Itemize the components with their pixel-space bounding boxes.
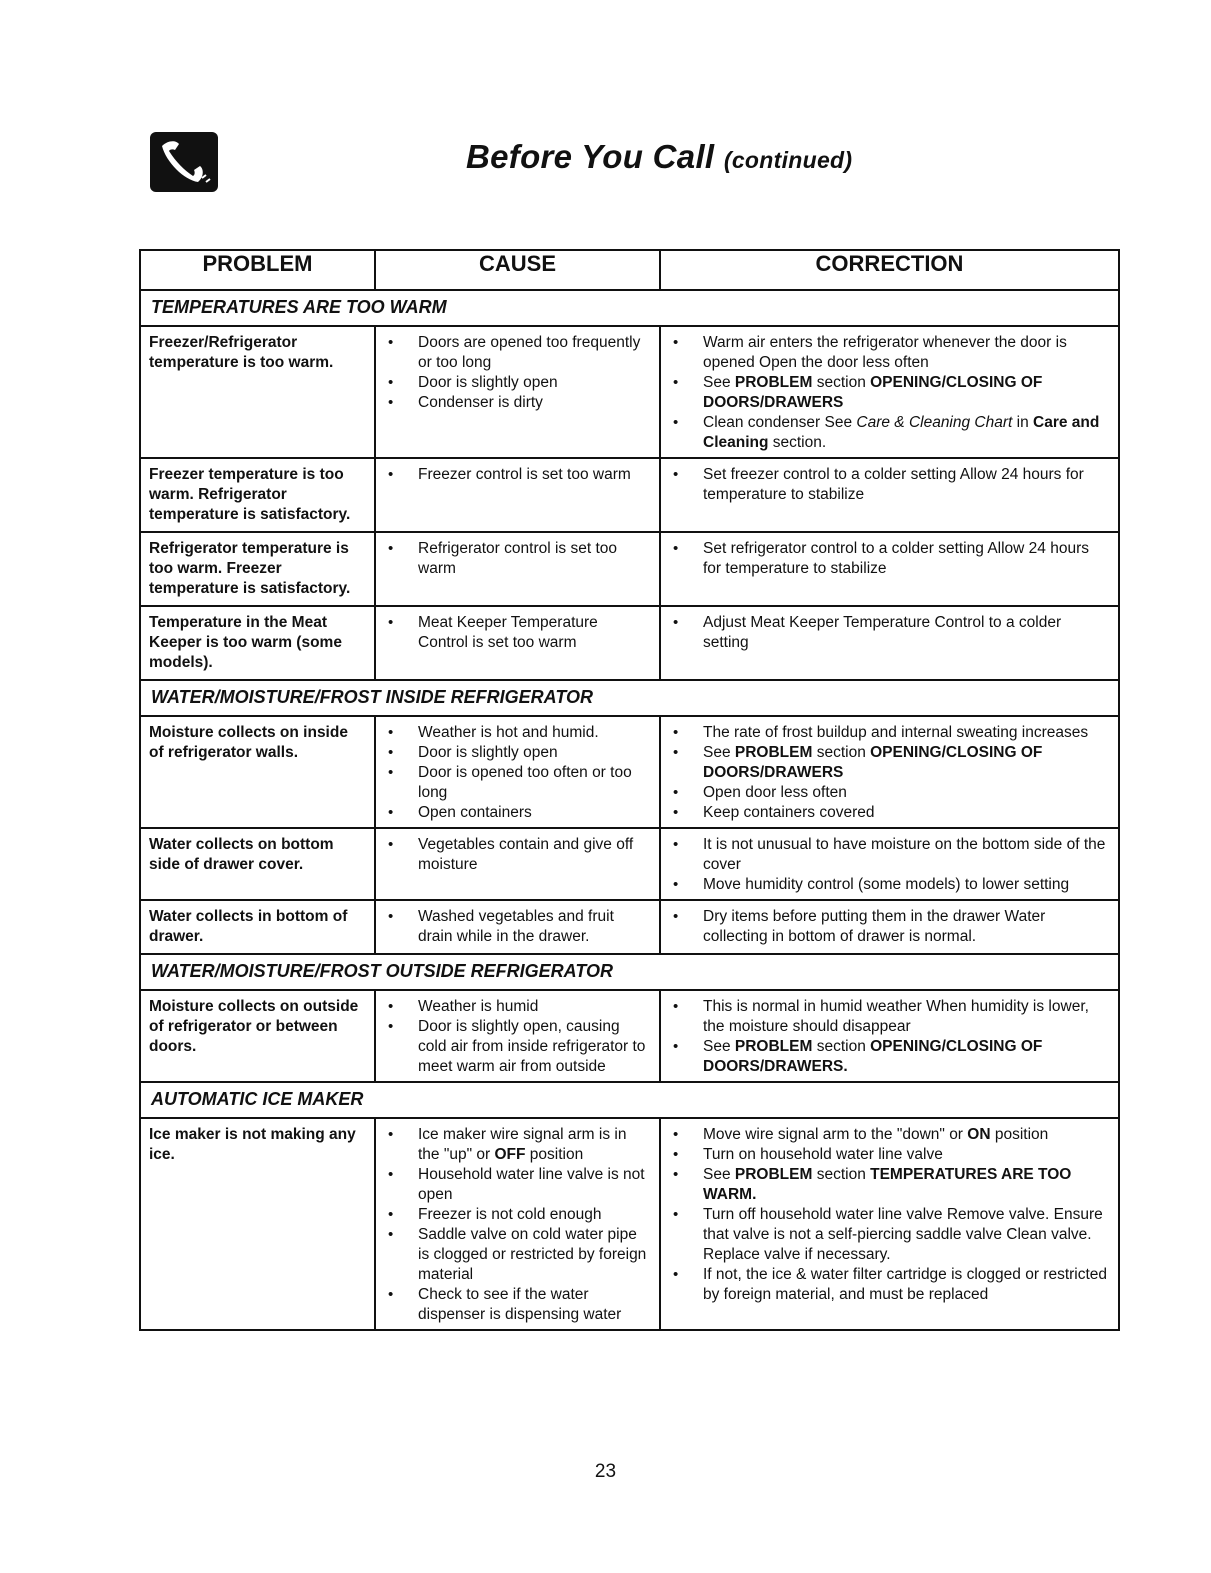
correction-list xyxy=(669,539,1110,579)
text-run: Dry items before putting them in the drawer Water collecting in bottom of drawer is normal. xyxy=(703,908,1046,945)
problem-cell: Freezer temperature is too warm. Refrigerator temperature is satisfactory. xyxy=(140,458,375,532)
bold-text-run: Care and Cleaning xyxy=(703,414,1100,451)
correction-cell xyxy=(660,716,1119,828)
page-title xyxy=(466,138,852,176)
correction-list xyxy=(669,465,1110,505)
text-run: Freezer control is set too warm xyxy=(418,466,631,483)
correction-item xyxy=(669,465,1110,505)
bold-text-run: PROBLEM xyxy=(734,1166,813,1183)
correction-item xyxy=(669,413,1110,453)
table-row xyxy=(140,326,1119,458)
table-row xyxy=(140,900,1119,954)
section-title: TEMPERATURES ARE TOO WARM xyxy=(140,290,1119,326)
column-header-problem: PROBLEM xyxy=(140,250,375,290)
cause-cell xyxy=(375,990,660,1082)
correction-cell xyxy=(660,326,1119,458)
text-run: in xyxy=(1012,414,1034,431)
text-run: Doors are opened too frequently or too long xyxy=(418,334,641,371)
section-title: WATER/MOISTURE/FROST OUTSIDE REFRIGERATOR xyxy=(140,954,1119,990)
cause-list xyxy=(384,539,651,579)
correction-item xyxy=(669,1165,1110,1205)
section-title: WATER/MOISTURE/FROST INSIDE REFRIGERATOR xyxy=(140,680,1119,716)
section-row xyxy=(140,680,1119,716)
correction-list xyxy=(669,333,1110,453)
text-run: Condenser is dirty xyxy=(418,394,543,411)
correction-list xyxy=(669,835,1110,895)
text-run: Set freezer control to a colder setting Allow 24 hours for temperature to stabilize xyxy=(703,466,1084,503)
cause-item xyxy=(384,373,651,393)
text-run: Keep containers covered xyxy=(703,804,875,821)
text-run: If not, the ice & water filter cartridge is clogged or restricted by foreign material, and must be replaced xyxy=(703,1266,1108,1303)
text-run: Household water line valve is not open xyxy=(418,1166,645,1203)
cause-list xyxy=(384,333,651,413)
text-run: Door is slightly open, causing cold air from inside refrigerator to meet warm air from outside xyxy=(418,1018,646,1075)
correction-item xyxy=(669,333,1110,373)
text-run: Door is opened too often or too long xyxy=(418,764,632,801)
text-run: Turn on household water line valve xyxy=(703,1146,943,1163)
text-run: position xyxy=(525,1146,584,1163)
cause-list xyxy=(384,907,651,947)
cause-cell xyxy=(375,606,660,680)
cause-item xyxy=(384,1165,651,1205)
table-row xyxy=(140,828,1119,900)
bold-text-run: OPENING/CLOSING OF DOORS/DRAWERS. xyxy=(703,1038,1043,1075)
correction-list xyxy=(669,907,1110,947)
correction-item xyxy=(669,539,1110,579)
cause-item xyxy=(384,613,651,653)
text-run: See xyxy=(703,1166,735,1183)
bold-text-run: OFF xyxy=(494,1146,526,1163)
bold-text-run: OPENING/CLOSING OF DOORS/DRAWERS xyxy=(703,374,1043,411)
cause-item xyxy=(384,333,651,373)
section-row xyxy=(140,290,1119,326)
correction-item xyxy=(669,1265,1110,1305)
text-run: Ice maker wire signal arm is in the "up" or xyxy=(418,1126,627,1163)
correction-item xyxy=(669,875,1110,895)
correction-list xyxy=(669,723,1110,823)
correction-list xyxy=(669,1125,1110,1305)
correction-cell xyxy=(660,828,1119,900)
correction-cell xyxy=(660,900,1119,954)
troubleshooting-table xyxy=(139,249,1120,1331)
text-run: Saddle valve on cold water pipe is clogged or restricted by foreign material xyxy=(418,1226,647,1283)
bold-text-run: ON xyxy=(967,1126,991,1143)
cause-item xyxy=(384,1205,651,1225)
text-run: Open containers xyxy=(418,804,532,821)
cause-item xyxy=(384,723,651,743)
cause-item xyxy=(384,1125,651,1165)
correction-cell xyxy=(660,458,1119,532)
cause-cell xyxy=(375,532,660,606)
problem-cell: Refrigerator temperature is too warm. Freezer temperature is satisfactory. xyxy=(140,532,375,606)
text-run: Meat Keeper Temperature Control is set too warm xyxy=(418,614,598,651)
correction-item xyxy=(669,1145,1110,1165)
cause-cell xyxy=(375,716,660,828)
cause-cell xyxy=(375,458,660,532)
cause-item xyxy=(384,393,651,413)
correction-item xyxy=(669,373,1110,413)
problem-cell: Temperature in the Meat Keeper is too warm (some models). xyxy=(140,606,375,680)
problem-cell: Ice maker is not making any ice. xyxy=(140,1118,375,1330)
correction-item xyxy=(669,723,1110,743)
text-run: position xyxy=(990,1126,1049,1143)
cause-item xyxy=(384,763,651,803)
text-run: Set refrigerator control to a colder setting Allow 24 hours for temperature to stabilize xyxy=(703,540,1089,577)
page-number: 23 xyxy=(594,1461,617,1482)
table-row xyxy=(140,1118,1119,1330)
text-run: Refrigerator control is set too warm xyxy=(418,540,618,577)
text-run: This is normal in humid weather When humidity is lower, the moisture should disappear xyxy=(703,998,1089,1035)
cause-cell xyxy=(375,1118,660,1330)
text-run: section xyxy=(812,1038,871,1055)
correction-cell xyxy=(660,990,1119,1082)
page-title-suffix: (continued) xyxy=(723,147,853,173)
table-row xyxy=(140,606,1119,680)
text-run: Washed vegetables and fruit drain while in the drawer. xyxy=(418,908,614,945)
text-run: Freezer is not cold enough xyxy=(418,1206,602,1223)
text-run: Turn off household water line valve Remove valve. Ensure that valve is not a self-piercing saddle valve Clean valve. Replace valve if necessary. xyxy=(703,1206,1103,1263)
correction-cell xyxy=(660,606,1119,680)
correction-item xyxy=(669,997,1110,1037)
section-title: AUTOMATIC ICE MAKER xyxy=(140,1082,1119,1118)
cause-list xyxy=(384,613,651,653)
text-run: section. xyxy=(768,434,827,451)
cause-cell xyxy=(375,326,660,458)
correction-item xyxy=(669,907,1110,947)
text-run: Vegetables contain and give off moisture xyxy=(418,836,634,873)
page-title-main: Before You Call xyxy=(466,138,715,175)
text-run: It is not unusual to have moisture on the bottom side of the cover xyxy=(703,836,1106,873)
problem-cell: Moisture collects on inside of refrigerator walls. xyxy=(140,716,375,828)
cause-list xyxy=(384,465,651,485)
text-run: Move wire signal arm to the "down" or xyxy=(703,1126,968,1143)
cause-item xyxy=(384,1017,651,1077)
text-run: See xyxy=(703,1038,735,1055)
table-header-row xyxy=(140,250,1119,290)
text-run: Warm air enters the refrigerator whenever the door is opened Open the door less often xyxy=(703,334,1067,371)
cause-item xyxy=(384,907,651,947)
correction-item xyxy=(669,835,1110,875)
cause-item xyxy=(384,539,651,579)
text-run: Move humidity control (some models) to lower setting xyxy=(703,876,1070,893)
correction-item xyxy=(669,613,1110,653)
text-run: See xyxy=(703,744,735,761)
text-run: Clean condenser See xyxy=(703,414,857,431)
text-run: Check to see if the water dispenser is dispensing water xyxy=(418,1286,622,1323)
text-run: section xyxy=(812,1166,871,1183)
bold-text-run: TEMPERATURES ARE TOO WARM. xyxy=(703,1166,1072,1203)
phone-icon xyxy=(148,130,220,194)
correction-item xyxy=(669,783,1110,803)
column-header-correction: CORRECTION xyxy=(660,250,1119,290)
text-run: Open door less often xyxy=(703,784,847,801)
text-run: section xyxy=(812,744,871,761)
cause-list xyxy=(384,1125,651,1325)
column-header-cause: CAUSE xyxy=(375,250,660,290)
table-row xyxy=(140,716,1119,828)
cause-cell xyxy=(375,900,660,954)
table-row xyxy=(140,532,1119,606)
text-run: See xyxy=(703,374,735,391)
correction-item xyxy=(669,1125,1110,1145)
text-run: Weather is hot and humid. xyxy=(418,724,599,741)
table-row xyxy=(140,458,1119,532)
correction-item xyxy=(669,743,1110,783)
correction-cell xyxy=(660,532,1119,606)
correction-list xyxy=(669,997,1110,1077)
cause-item xyxy=(384,1285,651,1325)
bold-text-run: PROBLEM xyxy=(734,744,813,761)
section-row xyxy=(140,1082,1119,1118)
text-run: The rate of frost buildup and internal sweating increases xyxy=(703,724,1089,741)
text-run: Door is slightly open xyxy=(418,744,558,761)
bold-text-run: PROBLEM xyxy=(734,1038,813,1055)
problem-cell: Freezer/Refrigerator temperature is too warm. xyxy=(140,326,375,458)
italic-text-run: Care & Cleaning Chart xyxy=(856,414,1013,431)
cause-item xyxy=(384,803,651,823)
cause-list xyxy=(384,997,651,1077)
cause-cell xyxy=(375,828,660,900)
problem-cell: Water collects on bottom side of drawer cover. xyxy=(140,828,375,900)
bold-text-run: OPENING/CLOSING OF DOORS/DRAWERS xyxy=(703,744,1043,781)
text-run: Door is slightly open xyxy=(418,374,558,391)
problem-cell: Moisture collects on outside of refrigerator or between doors. xyxy=(140,990,375,1082)
bold-text-run: PROBLEM xyxy=(734,374,813,391)
correction-list xyxy=(669,613,1110,653)
table-row xyxy=(140,990,1119,1082)
cause-item xyxy=(384,1225,651,1285)
cause-list xyxy=(384,835,651,875)
table-body xyxy=(140,290,1119,1330)
text-run: Adjust Meat Keeper Temperature Control to a colder setting xyxy=(703,614,1062,651)
correction-cell xyxy=(660,1118,1119,1330)
correction-item xyxy=(669,803,1110,823)
text-run: section xyxy=(812,374,871,391)
cause-item xyxy=(384,835,651,875)
correction-item xyxy=(669,1037,1110,1077)
problem-cell: Water collects in bottom of drawer. xyxy=(140,900,375,954)
cause-item xyxy=(384,465,651,485)
cause-item xyxy=(384,743,651,763)
cause-list xyxy=(384,723,651,823)
cause-item xyxy=(384,997,651,1017)
correction-item xyxy=(669,1205,1110,1265)
text-run: Weather is humid xyxy=(418,998,539,1015)
section-row xyxy=(140,954,1119,990)
